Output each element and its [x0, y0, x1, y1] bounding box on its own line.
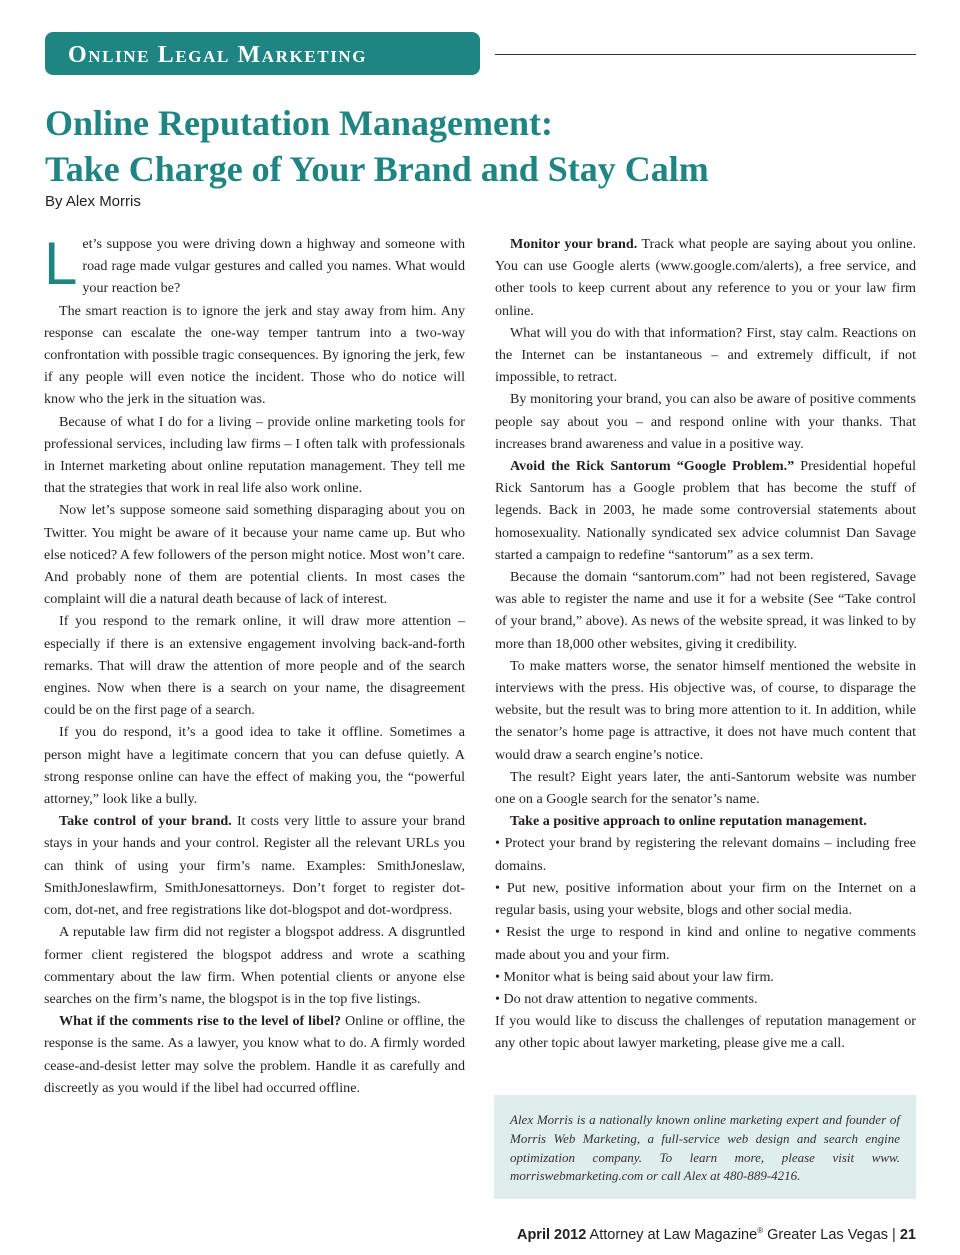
byline: By Alex Morris: [45, 193, 141, 210]
footer-magazine: Attorney at Law Magazine: [586, 1226, 758, 1243]
headline-line-1: Online Reputation Management:: [45, 103, 553, 143]
header-rule: [495, 54, 916, 55]
bullet-item: • Do not draw attention to negative comments.: [495, 990, 758, 1007]
article-headline: [45, 100, 925, 192]
paragraph: By monitoring your brand, you can also be aware of positive comments people say about you – and respond online with your thanks. That increases brand awareness and value in a positive way.: [495, 391, 916, 452]
page-number: 21: [899, 1226, 916, 1243]
left-column: [44, 230, 466, 1099]
paragraph-text: Track what people are saying about you online. You can use Google alerts (www.google.com/alerts), a free service, and other tools to keep current about any reference to you or your law firm online.: [495, 236, 917, 319]
headline-line-2: Take Charge of Your Brand and Stay Calm: [45, 149, 709, 189]
subhead-libel: What if the comments rise to the level of libel?: [59, 1013, 342, 1030]
registered-mark: ®: [757, 1226, 764, 1235]
bullet-item: • Protect your brand by registering the relevant domains – including free domains.: [495, 835, 916, 874]
paragraph-text: Presidential hopeful Rick Santorum has a Google problem that has become the stuff of legends. Back in 2003, he made some controversial statements about homosexuality. Nationally syndicated sex advice columnist Dan Savage started a campaign to redefine “santorum” as a sex term.: [495, 458, 917, 563]
subhead-positive: Take a positive approach to online reputation management.: [510, 813, 867, 830]
paragraph: The smart reaction is to ignore the jerk and stay away from him. Any response can escalate the one-way temper tantrum into a two-way confrontation with possible tragic consequences. By ignoring the jerk, few if any people will even notice the incident. Those who do notice will know who the jerk in the situation was.: [44, 302, 465, 408]
subhead-santorum: Avoid the Rick Santorum “Google Problem.”: [510, 458, 795, 475]
footer-edition: Greater Las Vegas |: [763, 1226, 900, 1243]
paragraph: Because the domain “santorum.com” had not been registered, Savage was able to register the name and use it for a website (See “Take control of your brand,” above). As news of the website spread, it was linked to by more than 18,000 other websites, giving it credibility.: [495, 569, 916, 652]
paragraph-text: It costs very little to assure your brand stays in your hands and your control. Register all the relevant URLs you can think of using your firm’s name. Examples: SmithJoneslaw, SmithJoneslawfirm, SmithJonesattorneys. Don’t forget to register dot-com, dot-net, and free registrations like dot-blogspot and dot-wordpress.: [44, 813, 465, 919]
paragraph: The result? Eight years later, the anti-Santorum website was number one on a Google search for the senator’s name.: [495, 768, 916, 808]
paragraph: [44, 1010, 465, 1099]
footer-date: April 2012: [516, 1226, 587, 1243]
paragraph: [495, 810, 916, 832]
subhead-monitor: Monitor your brand.: [510, 236, 638, 252]
paragraph: [495, 455, 916, 566]
subhead-take-control: Take control of your brand.: [59, 813, 232, 830]
drop-cap: L: [44, 230, 78, 297]
author-bio-box: Alex Morris is a nationally known online marketing expert and founder of Morris Web Marketing, a full-service web design and search engine optimization company. To learn more, please visit www. morriswebmarketing.com or call Alex at 480-889-4216.: [494, 1095, 916, 1199]
intro-text: et’s suppose you were driving down a highway and someone with road rage made vulgar gestures and called you names. What would your reaction be?: [82, 236, 465, 297]
paragraph-text: Online or offline, the response is the same. As a lawyer, you know what to do. A firmly worded cease-and-desist letter may solve the problem. Handle it as carefully and discreetly as you would if the libel had occurred offline.: [44, 1013, 466, 1096]
paragraph: [44, 810, 465, 921]
section-banner: Online Legal Marketing: [45, 32, 480, 75]
paragraph-intro: [44, 230, 465, 300]
bullet-item: • Monitor what is being said about your law firm.: [495, 968, 774, 985]
right-column: [495, 233, 916, 1055]
bullet-item: • Resist the urge to respond in kind and online to negative comments made about you and your firm.: [495, 924, 916, 963]
paragraph: [495, 233, 916, 322]
paragraph: A reputable law firm did not register a blogspot address. A disgruntled former client registered the blogspot address and wrote a scathing commentary about the law firm. When potential clients or anyone else searches on the firm’s name, the blogspot is in the top five listings.: [44, 924, 465, 1007]
paragraph: What will you do with that information? First, stay calm. Reactions on the Internet can be instantaneous – and extremely difficult, if not impossible, to retract.: [495, 324, 916, 386]
paragraph: If you do respond, it’s a good idea to take it offline. Sometimes a person might have a legitimate concern that you can defuse quietly. A strong response online can have the effect of making you, the “powerful attorney,” look like a bully.: [44, 724, 465, 808]
paragraph: Because of what I do for a living – provide online marketing tools for professional services, including law firms – I often talk with professionals in Internet marketing about online reputation management. They tell me that the strategies that work in real life also work online.: [44, 413, 465, 497]
page-footer: [517, 1222, 916, 1244]
paragraph: If you respond to the remark online, it will draw more attention – especially if there is an extensive engagement involving back-and-forth remarks. That will draw the attention of more people and of the search engines. Now when there is a search on your name, the disagreement could be on the first page of a search.: [44, 613, 465, 719]
paragraph: To make matters worse, the senator himself mentioned the website in interviews with the press. His objective was, of course, to disparage the website, but the result was to bring more attention to it. In addition, while the senator’s home page is attractive, it does not have much content that would draw a search engine’s notice.: [495, 657, 916, 763]
bullet-item: • Put new, positive information about your firm on the Internet on a regular basis, using your website, blogs and other social media.: [495, 879, 916, 919]
closing-paragraph: If you would like to discuss the challenges of reputation management or any other topic about lawyer marketing, please give me a call.: [495, 1013, 916, 1052]
paragraph: Now let’s suppose someone said something disparaging about you on Twitter. You might be aware of it because your name came up. But who else noticed? A few followers of the person might notice. Most won’t care. And probably none of them are potential clients. In most cases the complaint will die a natural death because of lack of interest.: [44, 502, 465, 608]
